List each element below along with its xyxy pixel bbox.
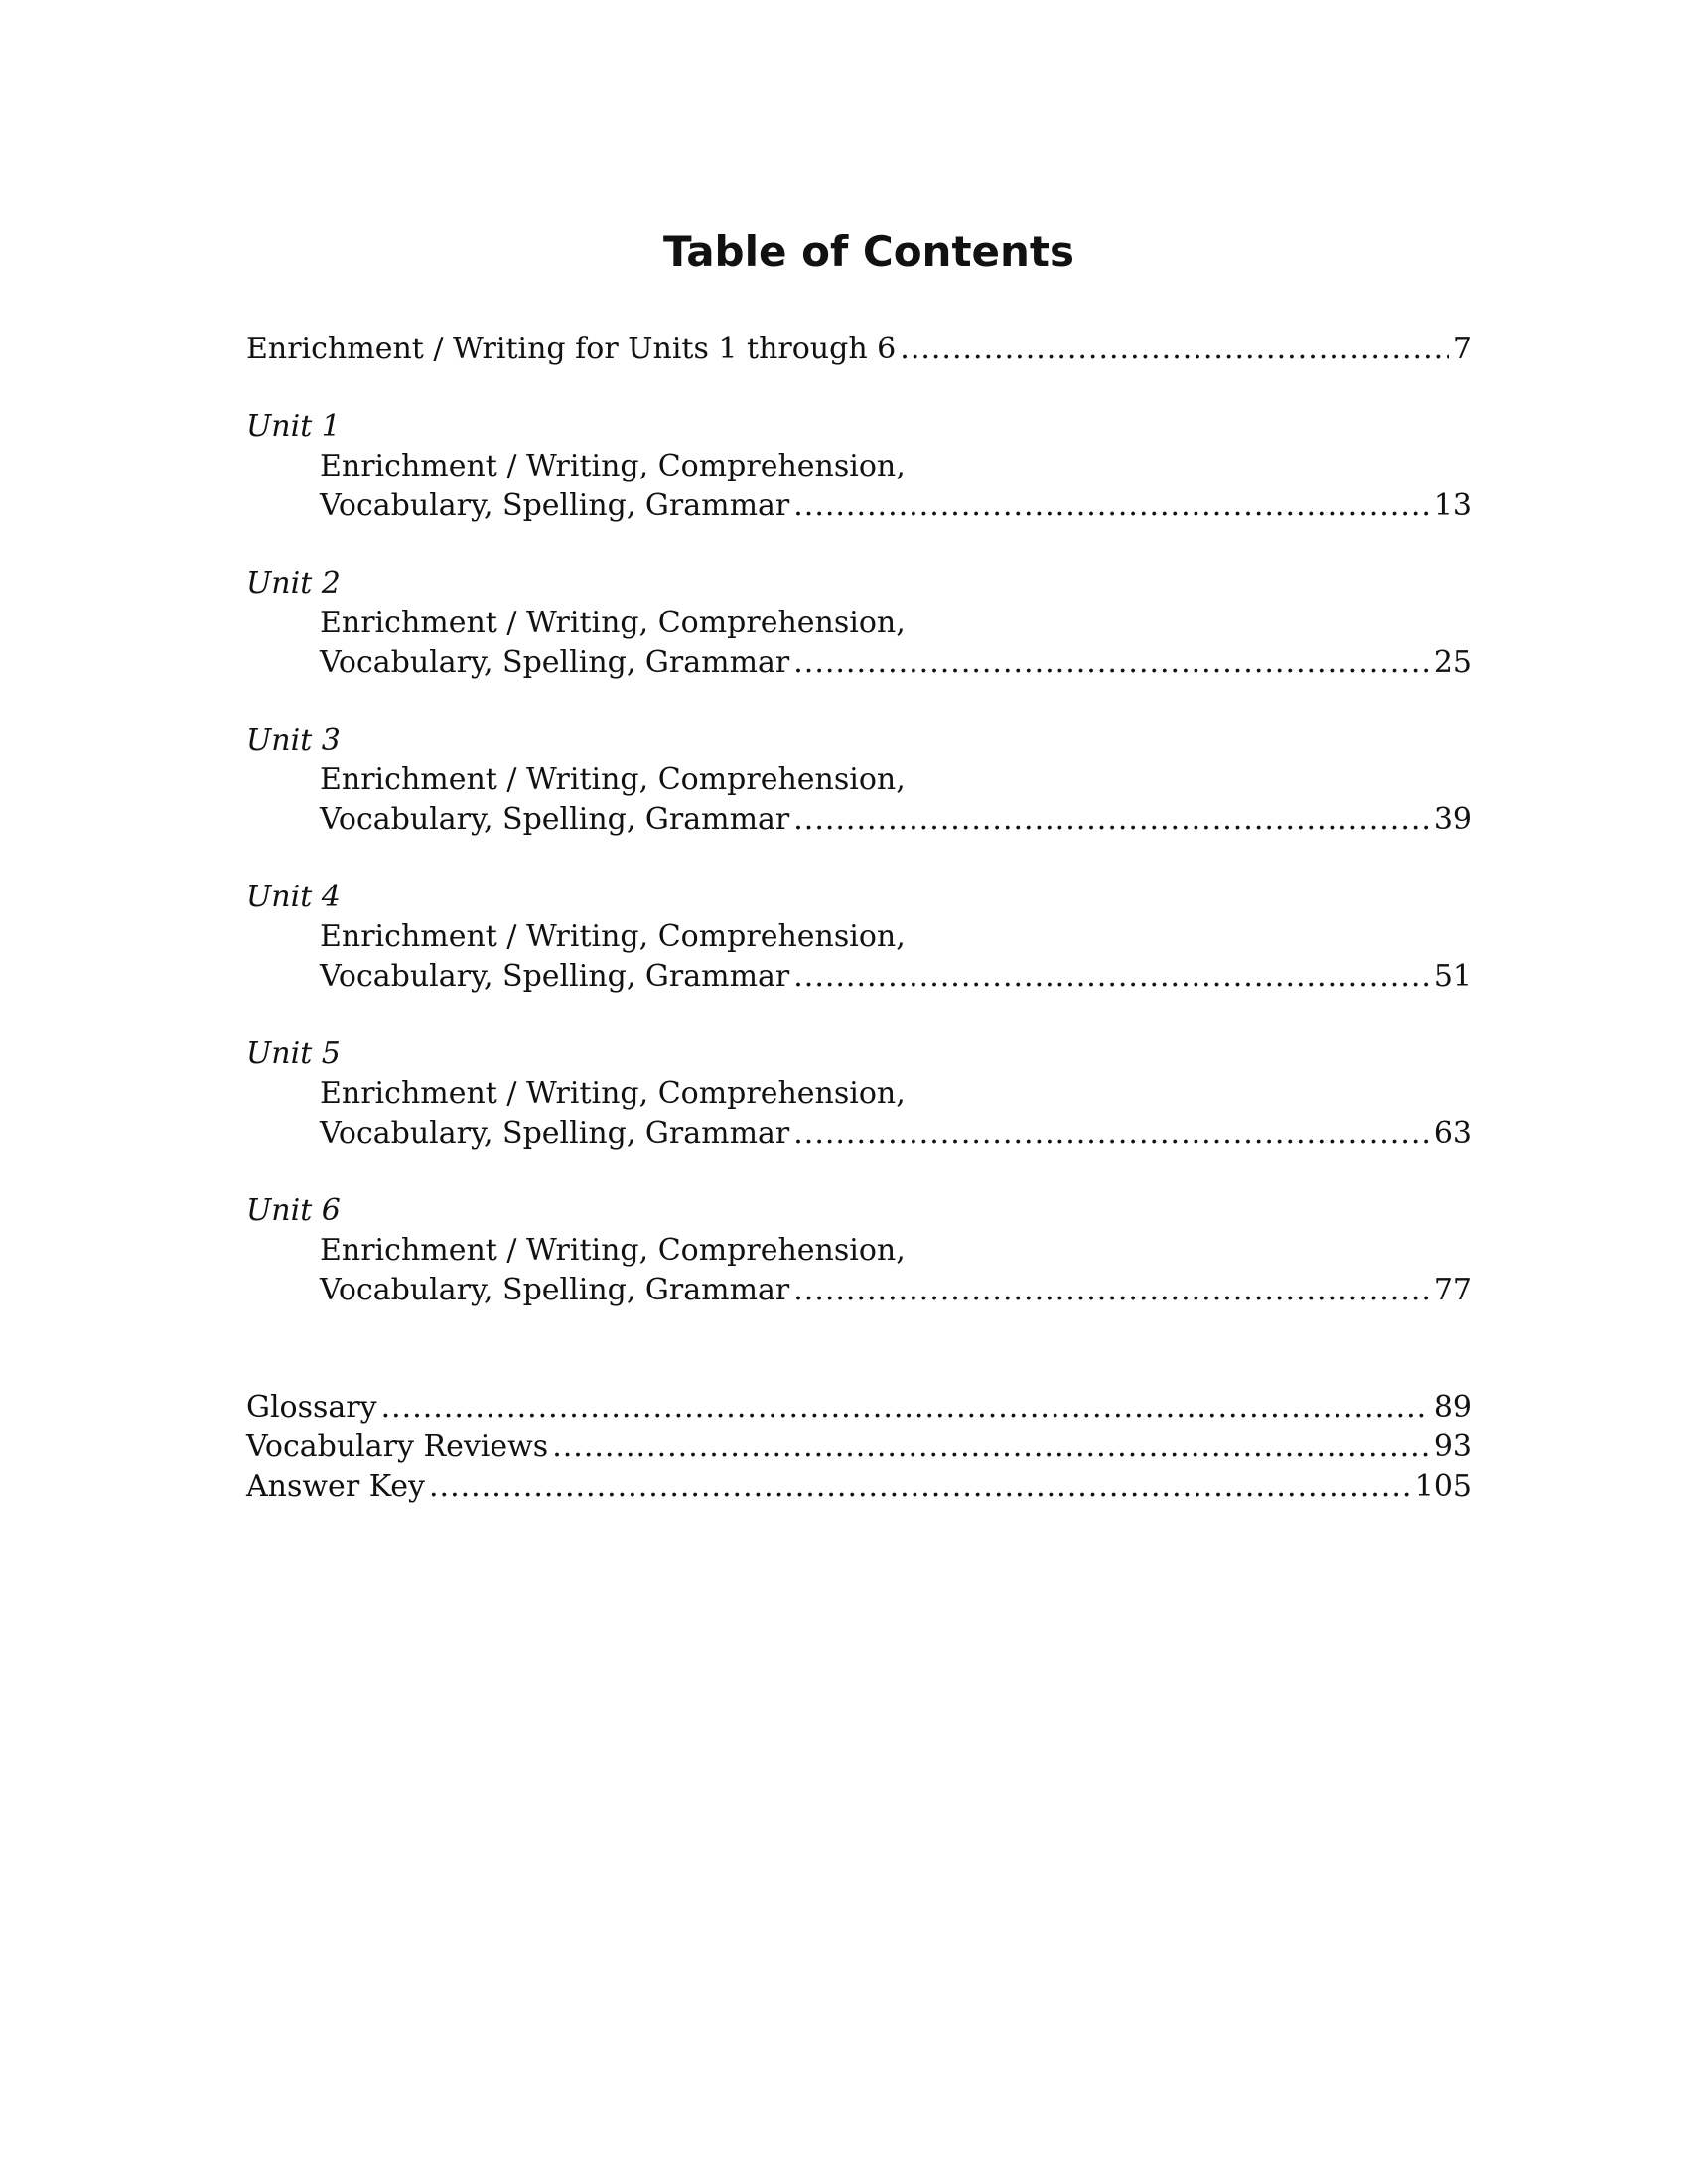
toc-page-number: 51 xyxy=(1433,959,1472,994)
toc-entry-unit-2[interactable] xyxy=(246,643,1472,683)
toc-unit-6 xyxy=(246,1191,1472,1310)
toc-entry-unit-3[interactable] xyxy=(246,800,1472,840)
toc-page-number: 25 xyxy=(1433,645,1472,680)
unit-heading: Unit 1 xyxy=(246,409,341,444)
page-title: Table of Contents xyxy=(662,227,1074,277)
toc-page-number: 89 xyxy=(1433,1390,1472,1425)
toc-entry-unit-1[interactable] xyxy=(246,486,1472,526)
toc-entry-glossary[interactable] xyxy=(246,1388,1472,1428)
toc-page-number: 39 xyxy=(1433,802,1472,837)
toc-entry-vocabulary-reviews[interactable] xyxy=(246,1428,1472,1467)
toc-entry-unit-5[interactable] xyxy=(246,1114,1472,1154)
unit-heading: Unit 2 xyxy=(246,566,341,601)
toc-entry-label: Answer Key xyxy=(246,1469,425,1504)
toc-page-number: 63 xyxy=(1433,1116,1472,1151)
toc-entry-label: Vocabulary, Spelling, Grammar xyxy=(320,645,790,680)
unit-topics-line: Enrichment / Writing, Comprehension, xyxy=(320,1233,906,1268)
dot-leader xyxy=(381,1388,1430,1428)
toc-unit-2 xyxy=(246,564,1472,683)
toc-unit-3 xyxy=(246,721,1472,840)
toc-entry-label: Vocabulary, Spelling, Grammar xyxy=(320,1116,790,1151)
toc-entry-label: Vocabulary Reviews xyxy=(246,1430,549,1464)
toc-unit-5 xyxy=(246,1034,1472,1154)
toc-entry-label: Vocabulary, Spelling, Grammar xyxy=(320,1273,790,1307)
table-of-contents xyxy=(246,330,1472,1507)
dot-leader xyxy=(793,957,1430,997)
dot-leader xyxy=(793,1114,1430,1154)
toc-entry-unit-6[interactable] xyxy=(246,1271,1472,1310)
toc-page-number: 93 xyxy=(1433,1430,1472,1464)
toc-entry-answer-key[interactable] xyxy=(246,1467,1472,1507)
toc-page-number: 7 xyxy=(1452,332,1472,366)
dot-leader xyxy=(793,1271,1430,1310)
dot-leader xyxy=(900,330,1449,369)
unit-heading: Unit 4 xyxy=(246,880,341,914)
unit-heading: Unit 3 xyxy=(246,723,341,757)
unit-heading: Unit 5 xyxy=(246,1036,341,1071)
toc-entry-label: Glossary xyxy=(246,1390,377,1425)
toc-unit-1 xyxy=(246,407,1472,526)
toc-entry-label: Vocabulary, Spelling, Grammar xyxy=(320,959,790,994)
toc-entry-intro[interactable] xyxy=(246,330,1472,369)
dot-leader xyxy=(793,486,1430,526)
toc-entry-label: Enrichment / Writing for Units 1 through 6 xyxy=(246,332,897,366)
unit-topics-line: Enrichment / Writing, Comprehension, xyxy=(320,606,906,640)
unit-topics-line: Enrichment / Writing, Comprehension, xyxy=(320,762,906,797)
dot-leader xyxy=(429,1467,1411,1507)
dot-leader xyxy=(793,800,1430,840)
toc-page-number: 105 xyxy=(1414,1469,1472,1504)
toc-page-number: 13 xyxy=(1433,488,1472,523)
unit-topics-line: Enrichment / Writing, Comprehension, xyxy=(320,1076,906,1111)
toc-unit-4 xyxy=(246,878,1472,997)
toc-entry-unit-4[interactable] xyxy=(246,957,1472,997)
unit-heading: Unit 6 xyxy=(246,1193,341,1228)
dot-leader xyxy=(793,643,1430,683)
toc-entry-label: Vocabulary, Spelling, Grammar xyxy=(320,488,790,523)
toc-entry-label: Vocabulary, Spelling, Grammar xyxy=(320,802,790,837)
unit-topics-line: Enrichment / Writing, Comprehension, xyxy=(320,919,906,954)
unit-topics-line: Enrichment / Writing, Comprehension, xyxy=(320,449,906,483)
toc-page-number: 77 xyxy=(1433,1273,1472,1307)
dot-leader xyxy=(552,1428,1430,1467)
